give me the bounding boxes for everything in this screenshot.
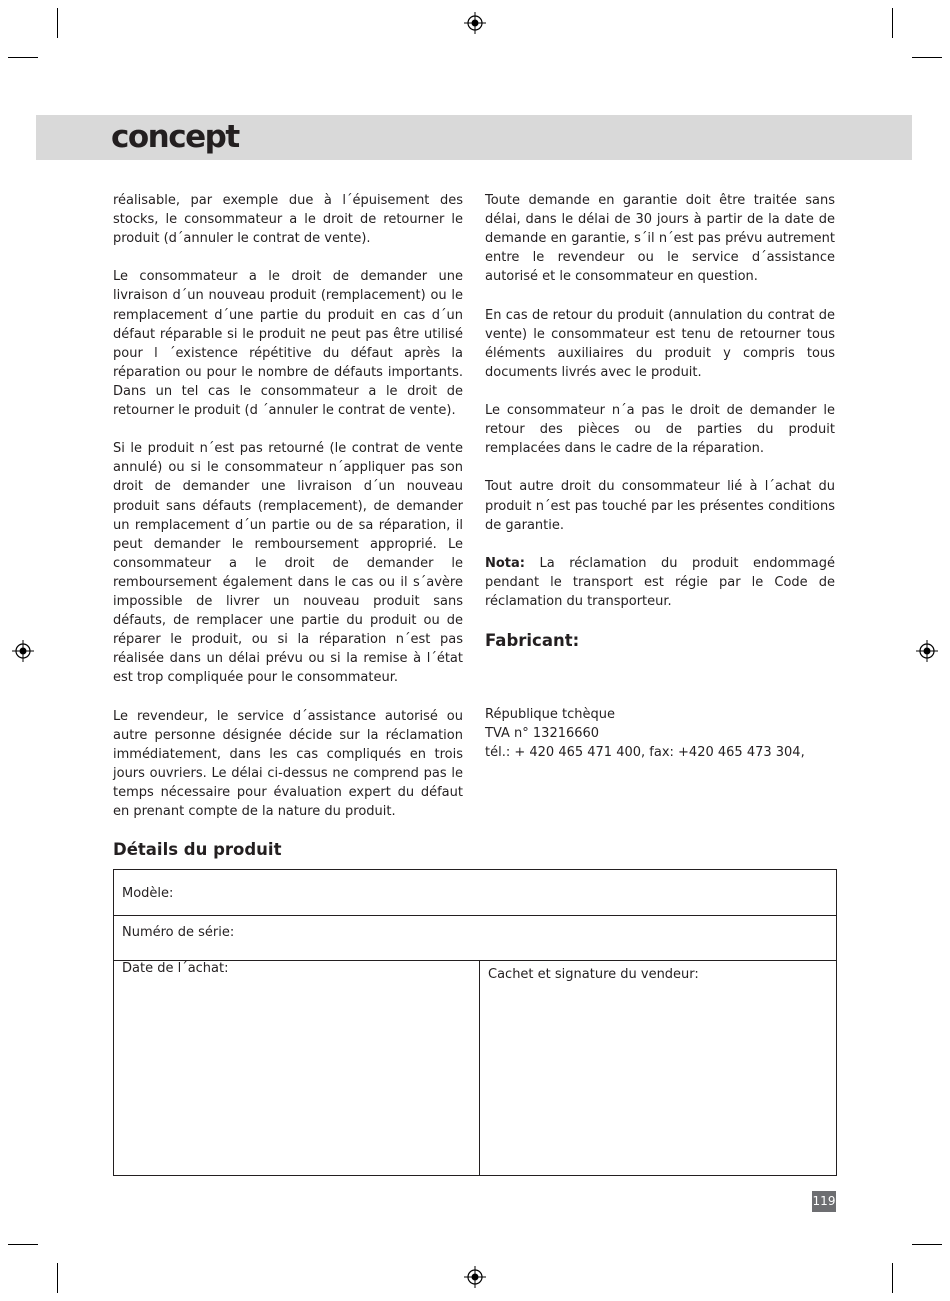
paragraph: Le revendeur, le service d´assistance autorisé ou autre personne désignée décide sur la réclamation immédiatement, dans les cas compliqués en trois jours ouvriers. Le délai ci-dessus ne comprend pas le temps nécessaire pour évaluation expert du défaut en prenant compte de la nature du produit. <box>113 708 463 819</box>
right-column <box>485 191 835 762</box>
crop-mark <box>57 1263 58 1293</box>
concept-logo: concept <box>111 119 239 155</box>
serial-label: Numéro de série: <box>122 925 235 940</box>
table-divider <box>479 961 480 1175</box>
crop-mark <box>892 1263 893 1293</box>
paragraph: Si le produit n´est pas retourné (le contrat de vente annulé) ou si le consommateur n´appliquer pas son droit de demander une livraison d´un nouveau produit sans défauts (remplacement), de demander un remplacement d´un partie ou de sa réparation, il peut demander le remboursement approprié. Le consommateur a le droit de demander le remboursement également dans le cas ou il s´avère impossible de livrer un nouveau produit sans défauts, de remplacer une partie du produit ou de réparer le produit, ou si la réparation n´est pas réalisée dans un délai prévu ou si la remise à l´état est trop compliquée pour le consommateur. <box>113 441 463 686</box>
paragraph: Le consommateur n´a pas le droit de demander le retour des pièces ou de parties du produit remplacées dans le cadre de la réparation. <box>485 403 835 457</box>
paragraph: Tout autre droit du consommateur lié à l´achat du produit n´est pas touché par les présentes conditions de garantie. <box>485 479 835 533</box>
crop-mark <box>912 1244 942 1245</box>
left-column <box>113 191 463 840</box>
address-vat: TVA n° 13216660 <box>485 726 600 742</box>
nota-paragraph <box>485 554 835 611</box>
nota-label: Nota: <box>485 555 525 571</box>
registration-mark-icon <box>12 640 34 662</box>
model-row <box>114 870 836 916</box>
crop-mark <box>912 57 942 58</box>
crop-mark <box>8 57 38 58</box>
manufacturer-heading: Fabricant: <box>485 631 580 651</box>
header-bar <box>36 115 912 160</box>
registration-mark-icon <box>916 640 938 662</box>
details-heading: Détails du produit <box>113 840 282 859</box>
product-details-table <box>113 869 837 1176</box>
paragraph: réalisable, par exemple due à l´épuisement des stocks, le consommateur a le droit de retourner le produit (d´annuler le contrat de vente). <box>113 193 463 247</box>
crop-mark <box>57 8 58 38</box>
address-country: République tchèque <box>485 707 616 723</box>
model-label: Modèle: <box>122 886 174 901</box>
manufacturer-address <box>485 705 835 762</box>
registration-mark-icon <box>464 1266 486 1288</box>
nota-text: La réclamation du produit endommagé pendant le transport est régie par le Code de réclamation du transporteur. <box>485 555 835 609</box>
crop-mark <box>892 8 893 38</box>
paragraph: En cas de retour du produit (annulation du contrat de vente) le consommateur est tenu de retourner tous éléments auxiliaires du produit y compris tous documents livrés avec le produit. <box>485 307 835 380</box>
address-phone: tél.: + 420 465 471 400, fax: +420 465 473 304, <box>485 745 805 761</box>
registration-mark-icon <box>464 12 486 34</box>
page-number: 119 <box>812 1191 836 1212</box>
crop-mark <box>8 1244 38 1245</box>
paragraph: Le consommateur a le droit de demander une livraison d´un nouveau produit (remplacement) ou le remplacement d´une partie du produit en cas d´un défaut réparable si le produit ne peut pas être utilisé pour l ´existence répétitive du défaut après la réparation ou pour le nombre de défauts importants. Dans un tel cas le consommateur a le droit de retourner le produit (d ´annuler le contrat de vente). <box>113 269 463 419</box>
purchase-date-label: Date de l´achat: <box>122 961 229 976</box>
paragraph: Toute demande en garantie doit être traitée sans délai, dans le délai de 30 jours à partir de la date de demande en garantie, s´il n´est pas prévu autrement entre le revendeur ou le service d´assistance autorisé et le consommateur en question. <box>485 193 835 285</box>
stamp-label: Cachet et signature du vendeur: <box>488 967 699 982</box>
serial-row <box>114 916 836 961</box>
